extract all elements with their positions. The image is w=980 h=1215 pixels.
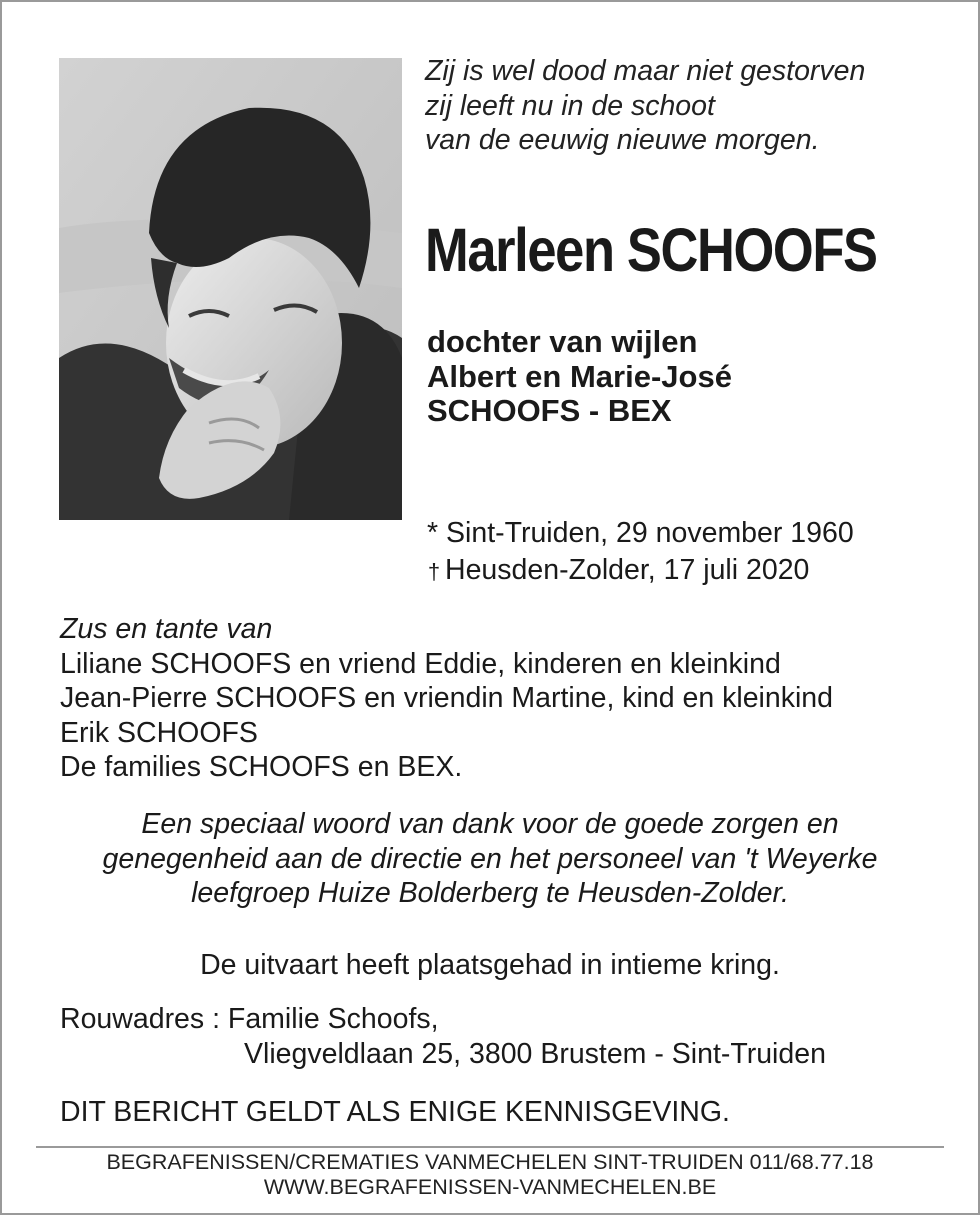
footer-company: BEGRAFENISSEN/CREMATIES VANMECHELEN SINT-TRUIDEN 011/68.77.18: [106, 1150, 874, 1174]
footer-website: WWW.BEGRAFENISSEN-VANMECHELEN.BE: [263, 1175, 717, 1199]
thanks-line: genegenheid aan de directie en het personeel van 't Weyerke: [102, 842, 878, 875]
funeral-note: De uitvaart heeft plaatsgehad in intieme kring.: [200, 949, 780, 981]
notice-text: DIT BERICHT GELDT ALS ENIGE KENNISGEVING.: [60, 1096, 730, 1128]
portrait-photo: [59, 58, 402, 520]
poem: [425, 54, 865, 158]
mourning-address-line1: Rouwadres : Familie Schoofs,: [60, 1003, 439, 1035]
thanks-text: [40, 807, 940, 911]
death-text: Heusden-Zolder, 17 juli 2020: [445, 554, 810, 586]
thanks-line: Een speciaal woord van dank voor de goede zorgen en: [141, 808, 839, 840]
parents-line: SCHOOFS - BEX: [427, 393, 672, 428]
parents-line: dochter van wijlen: [427, 324, 698, 359]
mourning-address-line2: Vliegveldlaan 25, 3800 Brustem - Sint-Truiden: [244, 1038, 826, 1070]
footer-divider: [36, 1146, 944, 1148]
family-list: [60, 612, 833, 785]
poem-line: van de eeuwig nieuwe morgen.: [425, 124, 820, 156]
family-member: De families SCHOOFS en BEX.: [60, 751, 463, 783]
dates: [427, 515, 854, 590]
parents-line: Albert en Marie-José: [427, 358, 732, 394]
death-line: [427, 552, 854, 590]
family-member: Jean-Pierre SCHOOFS en vriendin Martine, kind en kleinkind: [60, 682, 834, 714]
thanks-line: leefgroep Huize Bolderberg te Heusden-Zolder.: [191, 877, 789, 909]
birth-line: * Sint-Truiden, 29 november 1960: [427, 517, 854, 549]
family-member: Erik SCHOOFS: [60, 716, 258, 749]
cross-icon: †: [427, 559, 441, 584]
poem-line: zij leeft nu in de schoot: [425, 89, 715, 122]
poem-line: Zij is wel dood maar niet gestorven: [425, 55, 866, 87]
deceased-name: Marleen SCHOOFS: [425, 216, 877, 284]
footer: [0, 1150, 980, 1200]
family-member: Liliane SCHOOFS en vriend Eddie, kinderen en kleinkind: [60, 647, 781, 680]
parents-text: [427, 325, 732, 429]
family-intro: Zus en tante van: [60, 613, 273, 645]
